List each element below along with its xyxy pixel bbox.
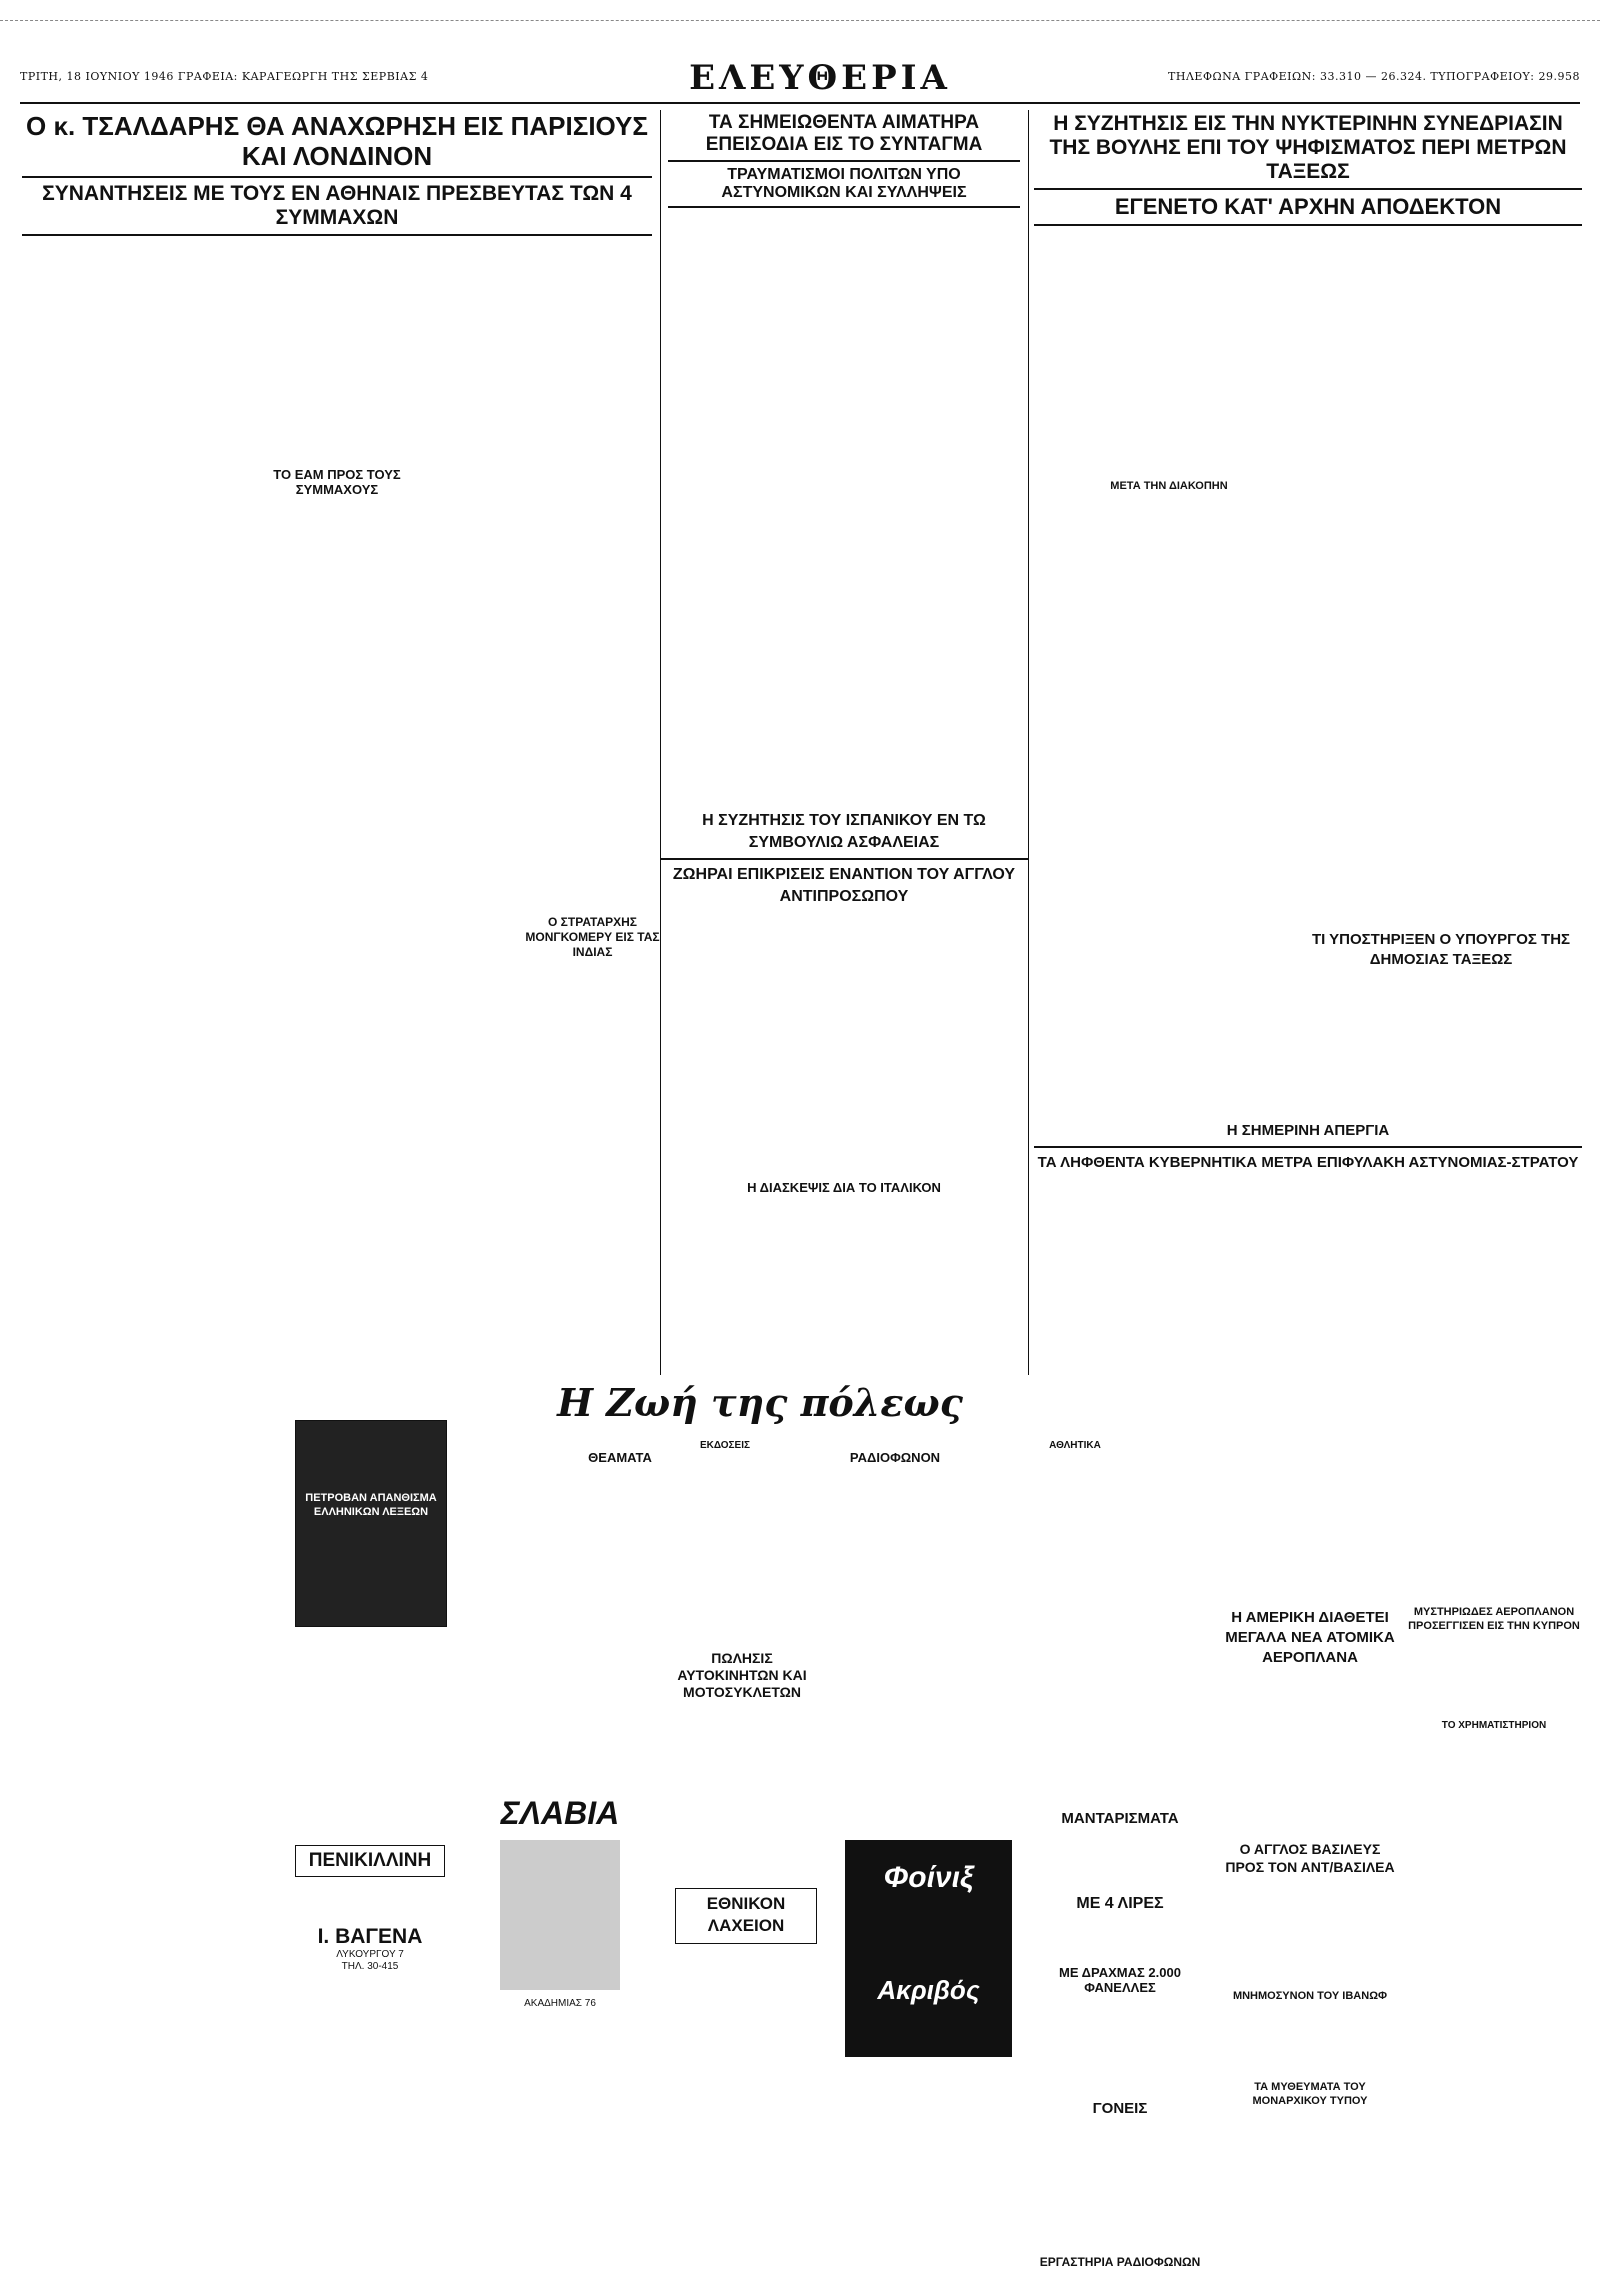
radio-heading: ΡΑΔΙΟΦΩΝΟΝ [849,1450,941,1465]
city-life-title: Η Ζωή της πόλεως [557,1380,963,1425]
montgomery-subhead: Ο ΣΤΡΑΤΑΡΧΗΣ ΜΟΝΓΚΟΜΕΡΥ ΕΙΣ ΤΑΣ ΙΝΔΙΑΣ [525,915,660,959]
lead-story [22,112,652,1377]
masthead-phones: ΤΗΛΕΦΩΝΑ ΓΡΑΦΕΙΩΝ: 33.310 — 26.324. ΤΥΠΟΓΡΑΦΕΙΟΥ: 29.958 [1168,70,1580,83]
eam-subhead: ΤΟ ΕΑΜ ΠΡΟΣ ΤΟΥΣ ΣΥΜΜΑΧΟΥΣ [273,467,401,497]
pharmacy-address: ΛΥΚΟΥΡΓΟΥ 7 [336,1949,404,1960]
parents-heading: ΓΟΝΕΙΣ [1092,2100,1148,2117]
strike-title: Η ΣΗΜΕΡΙΝΗ ΑΠΕΡΓΙΑ [1226,1122,1390,1139]
masthead-date: ΤΡΙΤΗ, 18 ΙΟΥΝΙΟΥ 1946 ΓΡΑΦΕΙΑ: ΚΑΡΑΓΕΩΡΓΗ ΤΗΣ ΣΕΡΒΙΑΣ 4 [20,70,429,83]
pounds-heading: ΜΕ 4 ΛΙΡΕΣ [1076,1895,1164,1912]
royalist-press-heading: ΤΑ ΜΥΘΕΥΜΑΤΑ ΤΟΥ ΜΟΝΑΡΧΙΚΟΥ ΤΥΠΟΥ [1252,2081,1368,2107]
strike-subtitle: ΤΑ ΛΗΦΘΕΝΤΑ ΚΥΒΕΡΝΗΤΙΚΑ ΜΕΤΡΑ ΕΠΙΦΥΛΑΚΗ ΑΣΤΥΝΟΜΙΑΣ-ΣΤΡΑΤΟΥ [1037,1154,1579,1171]
masthead [20,58,1580,104]
editions-heading: ΕΚΔΟΣΕΙΣ [699,1440,751,1451]
pharmacy-phone: ΤΗΛ. 30-415 [341,1961,399,1972]
penicillin-title: ΠΕΝΙΚΙΛΛΙΝΗ [295,1845,445,1877]
mystery-plane-heading: ΜΥΣΤΗΡΙΩΔΕΣ ΑΕΡΟΠΛΑΝΟΝ ΠΡΟΣΕΓΓΙΣΕΝ ΕΙΣ ΤΗΝ ΚΥΠΡΟΝ [1408,1606,1580,1632]
radio-workshop-heading: ΕΡΓΑΣΤΗΡΙΑ ΡΑΔΙΟΦΩΝΩΝ [1039,2255,1201,2269]
after-break-subhead: ΜΕΤΑ ΤΗΝ ΔΙΑΚΟΠΗΝ [1110,480,1228,492]
slavia-address: ΑΚΑΔΗΜΙΑΣ 76 [524,1998,596,2009]
parliament-story [1034,112,1582,1377]
king-heading: Ο ΑΓΓΛΟΣ ΒΑΣΙΛΕΥΣ ΠΡΟΣ ΤΟΝ ΑΝΤ/ΒΑΣΙΛΕΑ [1225,1841,1395,1875]
sewing-machine-image [500,1840,620,1990]
memorial-heading: ΜΝΗΜΟΣΥΝΟΝ ΤΟΥ ΙΒΑΝΩΦ [1232,1990,1388,2002]
spain-title: Η ΣΥΖΗΤΗΣΙΣ ΤΟΥ ΙΣΠΑΝΙΚΟΥ ΕΝ ΤΩ ΣΥΜΒΟΥΛΙΩ ΑΣΦΑΛΕΙΑΣ [702,812,986,851]
america-heading: Η ΑΜΕΡΙΚΗ ΔΙΑΘΕΤΕΙ ΜΕΓΑΛΑ ΝΕΑ ΑΤΟΜΙΚΑ ΑΕΡΟΠΛΑΝΑ [1225,1609,1395,1666]
exchange-heading: ΤΟ ΧΡΗΜΑΤΙΣΤΗΡΙΟΝ [1441,1720,1547,1731]
spain-subhead [660,810,1028,908]
dictionary-ad [295,1420,447,1627]
sports-heading: ΑΘΛΗΤΙΚΑ [1049,1440,1101,1451]
spain-subtitle: ΖΩΗΡΑΙ ΕΠΙΚΡΙΣΕΙΣ ΕΝΑΝΤΙΟΝ ΤΟΥ ΑΓΓΛΟΥ ΑΝΤΙΠΡΟΣΩΠΟΥ [672,866,1016,905]
lottery-ad: ΕΘΝΙΚΟΝ ΛΑΧΕΙΟΝ [675,1888,817,1944]
slavia-title: ΣΛΑΒΙΑ [500,1795,620,1831]
strike-section [1034,1120,1582,1174]
slavia-ad [470,1795,650,2090]
flannels-heading: ΜΕ ΔΡΑΧΜΑΣ 2.000 ΦΑΝΕΛΛΕΣ [1059,1965,1181,1995]
dictionary-ad-text: ΠΕΤΡΟΒΑΝ ΑΠΑΝΘΙΣΜΑ ΕΛΛΗΝΙΚΩΝ ΛΕΞΕΩΝ [305,1492,437,1518]
top-dashed-rule [0,20,1600,21]
syntagma-headline: ΤΑ ΣΗΜΕΙΩΘΕΝΤΑ ΑΙΜΑΤΗΡΑ ΕΠΕΙΣΟΔΙΑ ΕΙΣ ΤΟ ΣΥΝΤΑΓΜΑ [705,112,983,155]
remnants-heading: ΜΑΝΤΑΡΙΣΜΑΤΑ [1061,1810,1179,1827]
phoinix-ad [845,1840,1012,2057]
pharmacy-ad [295,1845,445,2095]
lead-subheadline: ΣΥΝΑΝΤΗΣΕΙΣ ΜΕ ΤΟΥΣ ΕΝ ΑΘΗΝΑΙΣ ΠΡΕΣΒΕΥΤΑΣ ΤΩΝ 4 ΣΥΜΜΑΧΩΝ [42,181,632,229]
minister-subhead: ΤΙ ΥΠΟΣΤΗΡΙΞΕΝ Ο ΥΠΟΥΡΓΟΣ ΤΗΣ ΔΗΜΟΣΙΑΣ ΤΑΞΕΩΣ [1311,931,1571,968]
syntagma-subheadline: ΤΡΑΥΜΑΤΙΣΜΟΙ ΠΟΛΙΤΩΝ ΥΠΟ ΑΣΤΥΝΟΜΙΚΩΝ ΚΑΙ ΣΥΛΛΗΨΕΙΣ [721,165,967,202]
newspaper-title: ΕΛΕΥΘΕΡΙΑ [689,58,951,98]
theatre-heading: ΘΕΑΜΑΤΑ [588,1450,652,1465]
parliament-subheadline: ΕΓΕΝΕΤΟ ΚΑΤ' ΑΡΧΗΝ ΑΠΟΔΕΚΤΟΝ [1114,194,1502,220]
akribos-title: Ακριβός [877,1975,980,2005]
pharmacy-name: Ι. ΒΑΓΕΝΑ [317,1925,423,1948]
column-divider [1028,110,1029,1375]
car-sales-heading: ΠΩΛΗΣΙΣ ΑΥΤΟΚΙΝΗΤΩΝ ΚΑΙ ΜΟΤΟΣΥΚΛΕΤΩΝ [677,1650,807,1700]
lead-headline: Ο κ. ΤΣΑΛΔΑΡΗΣ ΘΑ ΑΝΑΧΩΡΗΣΗ ΕΙΣ ΠΑΡΙΣΙΟΥΣ ΚΑΙ ΛΟΝΔΙΝΟΝ [26,112,648,171]
lead-body [22,240,652,450]
phoinix-title: Φοίνιξ [883,1861,974,1894]
italy-subhead: Η ΔΙΑΣΚΕΨΙΣ ΔΙΑ ΤΟ ΙΤΑΛΙΚΟΝ [747,1180,941,1195]
parliament-headline: Η ΣΥΖΗΤΗΣΙΣ ΕΙΣ ΤΗΝ ΝΥΚΤΕΡΙΝΗΝ ΣΥΝΕΔΡΙΑΣΙΝ ΤΗΣ ΒΟΥΛΗΣ ΕΠΙ ΤΟΥ ΨΗΦΙΣΜΑΤΟΣ ΠΕΡΙ ΜΕΤΡΩΝ ΤΑΞΕΩΣ [1049,112,1567,184]
